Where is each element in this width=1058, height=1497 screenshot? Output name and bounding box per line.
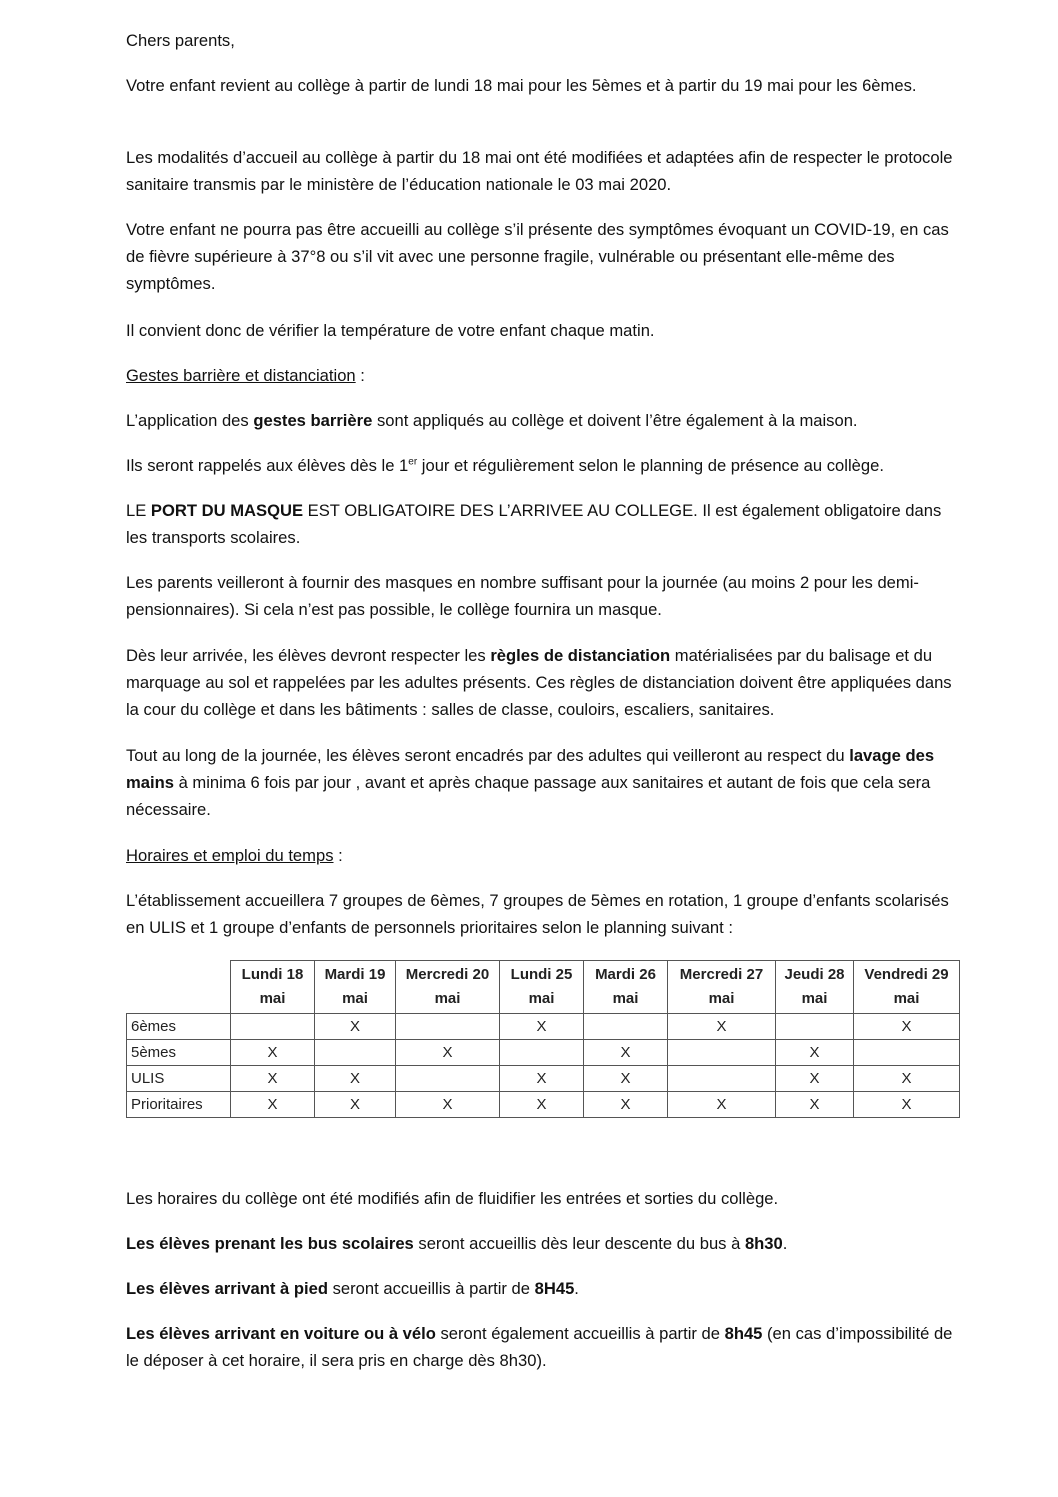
planning-cell: X — [668, 1014, 776, 1040]
bold-run: PORT DU MASQUE — [150, 501, 304, 520]
planning-cell: X — [500, 1014, 584, 1040]
text-run: EST OBLIGATOIRE DES L’ARRIVEE AU COLLEGE. Il est également obligatoire dans les transports scolaires. — [126, 501, 942, 547]
planning-row-ulis — [127, 1066, 960, 1092]
planning-row-label: Prioritaires — [127, 1092, 231, 1118]
planning-day-header — [396, 961, 500, 1014]
planning-cell — [854, 1040, 960, 1066]
planning-cell: X — [315, 1014, 396, 1040]
month-name: mai — [612, 990, 639, 1007]
paragraph-parents-masks: Les parents veilleront à fournir des masques en nombre suffisant pour la journée (au moins 2 pour les demi-pensionnaires). Si cela n’est pas possible, le collège fournira un masque. — [126, 573, 919, 619]
paragraph-barrier-gestures — [126, 407, 966, 434]
bold-run: 8h30 — [744, 1234, 783, 1253]
bold-run: lavage des mains — [126, 746, 935, 792]
text-run: seront également accueillis à partir de — [435, 1324, 725, 1343]
bold-run: règles de distanciation — [490, 646, 671, 665]
planning-row-prioritaires — [127, 1092, 960, 1118]
planning-cell: X — [231, 1066, 315, 1092]
month-name: mai — [801, 990, 828, 1007]
bold-run: Les élèves arrivant en voiture ou à vélo — [126, 1324, 436, 1343]
planning-cell — [231, 1014, 315, 1040]
bold-run: gestes barrière — [253, 411, 373, 430]
planning-day-header — [854, 961, 960, 1014]
planning-cell — [668, 1040, 776, 1066]
month-name: mai — [893, 990, 920, 1007]
text-run: . — [782, 1234, 788, 1253]
paragraph-distancing — [126, 642, 966, 723]
bold-run: Les élèves arrivant à pied — [126, 1279, 329, 1298]
text-run: Tout au long de la journée, les élèves seront encadrés par des adultes qui veilleront au respect du — [126, 746, 850, 765]
paragraph-symptoms: Votre enfant ne pourra pas être accueilli au collège s’il présente des symptômes évoquant un COVID-19, en cas de fièvre supérieure à 37°8 ou s’il vit avec une personne fragile, vulnérable ou présentant elle-même des symptômes. — [126, 220, 949, 293]
superscript: er — [408, 456, 418, 468]
planning-cell: X — [396, 1040, 500, 1066]
text-run: seront accueillis à partir de — [328, 1279, 535, 1298]
paragraph-handwashing — [126, 742, 966, 823]
day-name: Lundi 25 — [510, 966, 573, 983]
planning-day-header — [776, 961, 854, 1014]
day-name: Mercredi 27 — [679, 966, 764, 983]
planning-cell: X — [668, 1092, 776, 1118]
planning-row-label: 6èmes — [127, 1014, 231, 1040]
text-run: matérialisées par du balisage et du marquage au sol et rappelées par les adultes présents. Ces règles de distanciation doivent être appliquées dans la cour du collège et dans les bâtiments : salles de classe, couloirs, escaliers, sanitaires. — [126, 646, 952, 719]
text-run: LE — [126, 501, 151, 520]
planning-header-row — [127, 961, 960, 1014]
planning-cell: X — [500, 1092, 584, 1118]
planning-cell: X — [396, 1092, 500, 1118]
paragraph-return-dates: Votre enfant revient au collège à partir de lundi 18 mai pour les 5èmes et à partir du 19 mai pour les 6èmes. — [126, 76, 917, 95]
heading-schedule-text: Horaires et emploi du temps — [126, 846, 334, 865]
section-heading-schedule — [126, 842, 966, 869]
planning-day-header — [668, 961, 776, 1014]
planning-cell — [584, 1014, 668, 1040]
planning-day-header — [315, 961, 396, 1014]
paragraph-schedule-changes: Les horaires du collège ont été modifiés afin de fluidifier les entrées et sorties du collège. — [126, 1189, 779, 1208]
heading-gestures-text: Gestes barrière et distanciation — [126, 366, 356, 385]
day-name: Vendredi 29 — [864, 966, 949, 983]
text-run: Ils seront rappelés aux élèves dès le 1 — [126, 456, 409, 475]
heading-gestures-colon: : — [355, 366, 365, 385]
month-name: mai — [434, 990, 461, 1007]
day-name: Mardi 19 — [324, 966, 386, 983]
planning-cell: X — [854, 1066, 960, 1092]
day-name: Lundi 18 — [241, 966, 304, 983]
planning-cell: X — [776, 1092, 854, 1118]
planning-day-header — [584, 961, 668, 1014]
planning-cell — [315, 1040, 396, 1066]
planning-cell: X — [500, 1066, 584, 1092]
planning-cell — [396, 1014, 500, 1040]
planning-cell: X — [584, 1040, 668, 1066]
planning-table — [126, 960, 960, 1118]
planning-cell — [500, 1040, 584, 1066]
paragraph-temperature: Il convient donc de vérifier la température de votre enfant chaque matin. — [126, 321, 655, 340]
planning-cell: X — [776, 1066, 854, 1092]
planning-cell: X — [584, 1066, 668, 1092]
planning-row-label: 5èmes — [127, 1040, 231, 1066]
planning-cell: X — [584, 1092, 668, 1118]
paragraph-reminders — [126, 452, 966, 479]
paragraph-car-bike-arrival — [126, 1320, 966, 1374]
text-run: L’application des — [126, 411, 254, 430]
planning-cell — [776, 1014, 854, 1040]
planning-cell: X — [776, 1040, 854, 1066]
text-run: Dès leur arrivée, les élèves devront respecter les — [126, 646, 491, 665]
planning-cell: X — [315, 1066, 396, 1092]
text-run: jour et régulièrement selon le planning de présence au collège. — [417, 456, 884, 475]
text-run: (en cas d’impossibilité de le déposer à cet horaire, il sera pris en charge dès 8h30). — [126, 1324, 953, 1370]
text-run: à minima 6 fois par jour , avant et après chaque passage aux sanitaires et autant de fois que cela sera nécessaire. — [126, 773, 931, 819]
text-run: . — [574, 1279, 579, 1298]
paragraph-mask — [126, 497, 966, 551]
greeting: Chers parents, — [126, 31, 235, 50]
planning-cell: X — [854, 1092, 960, 1118]
month-name: mai — [259, 990, 286, 1007]
section-heading-gestures — [126, 362, 966, 389]
bold-run: Les élèves prenant les bus scolaires — [126, 1234, 414, 1253]
month-name: mai — [342, 990, 368, 1007]
planning-cell: X — [231, 1092, 315, 1118]
planning-cell: X — [854, 1014, 960, 1040]
planning-cell — [396, 1066, 500, 1092]
paragraph-walking-arrival — [126, 1275, 966, 1302]
planning-corner-cell — [127, 961, 231, 1014]
day-name: Mardi 26 — [595, 966, 656, 983]
planning-day-header — [500, 961, 584, 1014]
day-name: Jeudi 28 — [784, 966, 845, 983]
bold-run: 8H45 — [534, 1279, 575, 1298]
day-name: Mercredi 20 — [405, 966, 490, 983]
planning-cell — [668, 1066, 776, 1092]
paragraph-groups: L’établissement accueillera 7 groupes de 6èmes, 7 groupes de 5èmes en rotation, 1 groupe d’enfants scolarisés en ULIS et 1 groupe d’enfants de personnels prioritaires selon le planning suivant : — [126, 891, 949, 937]
month-name: mai — [528, 990, 555, 1007]
paragraph-bus-arrival — [126, 1230, 966, 1257]
text-run: sont appliqués au collège et doivent l’être également à la maison. — [372, 411, 858, 430]
planning-row-6emes — [127, 1014, 960, 1040]
month-name: mai — [708, 990, 735, 1007]
planning-cell: X — [315, 1092, 396, 1118]
text-run: seront accueillis dès leur descente du bus à — [413, 1234, 745, 1253]
planning-cell: X — [231, 1040, 315, 1066]
planning-day-header — [231, 961, 315, 1014]
bold-run: 8h45 — [724, 1324, 763, 1343]
paragraph-protocol: Les modalités d’accueil au collège à partir du 18 mai ont été modifiées et adaptées afin de respecter le protocole sanitaire transmis par le ministère de l’éducation nationale le 03 mai 2020. — [126, 148, 953, 194]
planning-row-label: ULIS — [127, 1066, 231, 1092]
planning-row-5emes — [127, 1040, 960, 1066]
heading-schedule-colon: : — [333, 846, 343, 865]
